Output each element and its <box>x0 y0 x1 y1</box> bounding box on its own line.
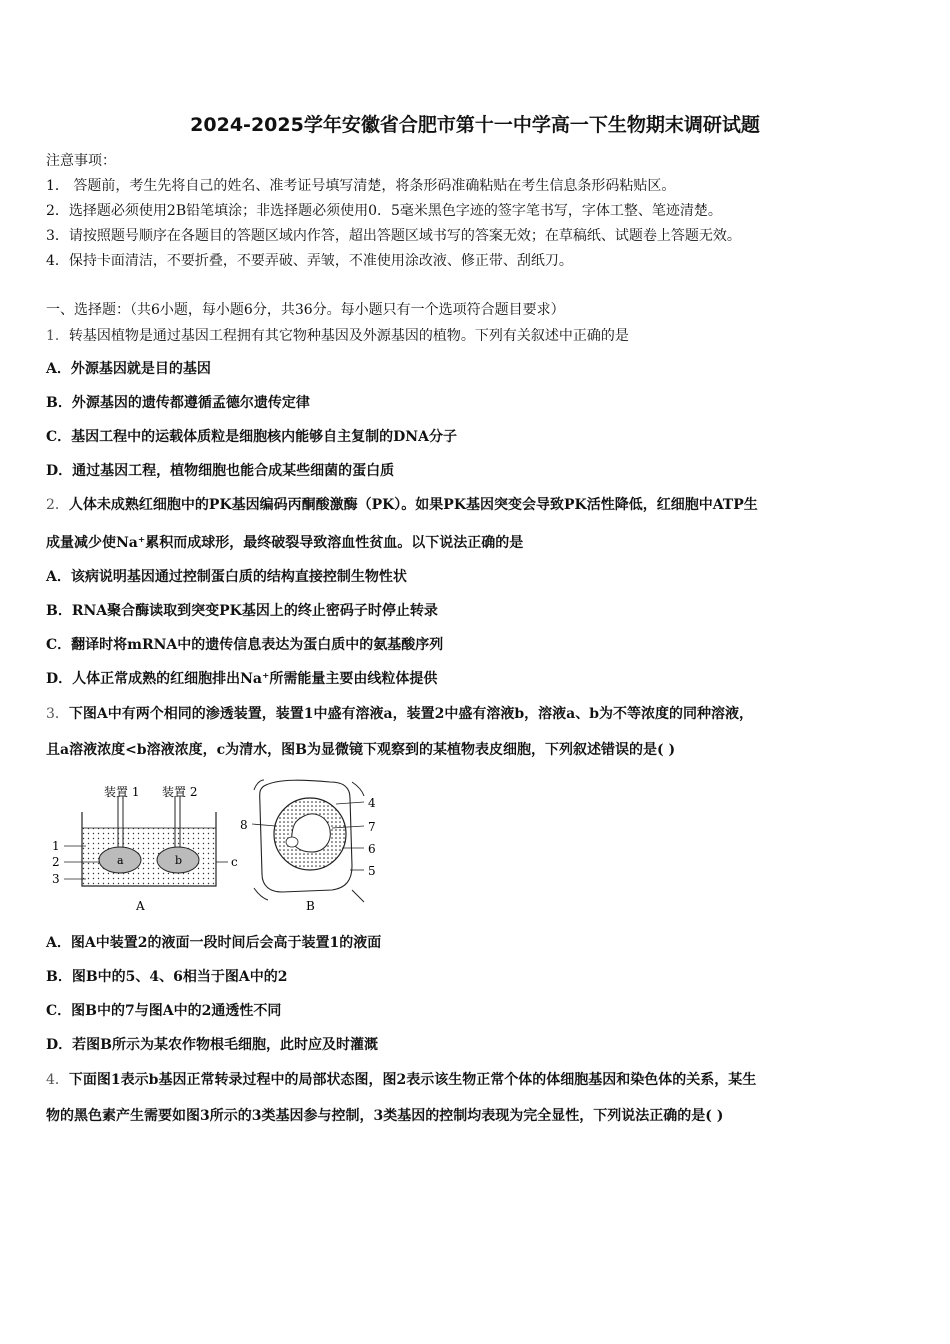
notice-item: 1． 答题前，考生先将自己的姓名、准考证号填写清楚，将条形码准确粘贴在考生信息条形码粘贴区。 <box>46 178 676 194</box>
question-3 <box>46 704 753 724</box>
question-number: 3． <box>46 706 69 722</box>
option-b: B．图B中的5、4、6相当于图A中的2 <box>46 969 288 985</box>
osmosis-figure <box>46 776 386 916</box>
label-5: 5 <box>368 864 376 878</box>
question-text: 转基因植物是通过基因工程拥有其它物种基因及外源基因的植物。下列有关叙述中正确的是 <box>68 328 629 344</box>
caption-b: B <box>306 899 315 913</box>
label-1: 1 <box>52 839 60 853</box>
question-2 <box>46 495 758 515</box>
label-device-1: 装置 1 <box>104 785 140 799</box>
label-solution-a: a <box>117 854 124 867</box>
question-text: 下图A中有两个相同的渗透装置，装置1中盛有溶液a，装置2中盛有溶液b，溶液a、b为不等浓度的同种溶液， <box>68 706 753 722</box>
question-text-cont: 且a溶液浓度<b溶液浓度，c为清水，图B为显微镜下观察到的某植物表皮细胞，下列叙述错误的是( ) <box>46 742 676 758</box>
question-text: 下面图1表示b基因正常转录过程中的局部状态图，图2表示该生物正常个体的体细胞基因和染色体的关系，某生 <box>68 1072 757 1088</box>
question-text-cont: 成量减少使Na⁺累积而成球形，最终破裂导致溶血性贫血。以下说法正确的是 <box>46 535 524 551</box>
option-b: B．RNA聚合酶读取到突变PK基因上的终止密码子时停止转录 <box>46 603 438 619</box>
question-4 <box>46 1070 756 1090</box>
option-c: C．翻译时将mRNA中的遗传信息表达为蛋白质中的氨基酸序列 <box>46 637 444 653</box>
option-d: D．若图B所示为某农作物根毛细胞，此时应及时灌溉 <box>46 1037 378 1053</box>
notice-item: 2．选择题必须使用2B铅笔填涂；非选择题必须使用0．5毫米黑色字迹的签字笔书写，字体工整、笔迹清楚。 <box>46 203 722 219</box>
option-b: B．外源基因的遗传都遵循孟德尔遗传定律 <box>46 395 310 411</box>
option-a: A．图A中装置2的液面一段时间后会高于装置1的液面 <box>46 935 382 951</box>
label-7: 7 <box>368 820 376 834</box>
option-d: D．通过基因工程，植物细胞也能合成某些细菌的蛋白质 <box>46 463 395 479</box>
question-text-cont: 物的黑色素产生需要如图3所示的3类基因参与控制，3类基因的控制均表现为完全显性，下列说法正确的是( ) <box>46 1108 724 1124</box>
label-6: 6 <box>368 842 376 856</box>
question-text: 人体未成熟红细胞中的PK基因编码丙酮酸激酶（PK）。如果PK基因突变会导致PK活性降低，红细胞中ATP生 <box>68 497 758 513</box>
page-title: 2024-2025学年安徽省合肥市第十一中学高一下生物期末调研试题 <box>190 114 760 136</box>
figure-a <box>64 796 228 886</box>
question-number: 4． <box>46 1072 69 1088</box>
question-1 <box>46 326 629 346</box>
label-solution-b: b <box>175 854 183 867</box>
option-a: A．该病说明基因通过控制蛋白质的结构直接控制生物性状 <box>46 569 407 585</box>
label-8: 8 <box>240 818 248 832</box>
label-3: 3 <box>52 872 60 886</box>
option-a: A．外源基因就是目的基因 <box>46 361 211 377</box>
question-number: 1． <box>46 328 69 344</box>
label-2: 2 <box>52 855 60 869</box>
label-device-2: 装置 2 <box>162 785 198 799</box>
question-number: 2． <box>46 497 69 513</box>
figure-b <box>252 780 364 902</box>
label-water-c: c <box>231 855 238 869</box>
notice-item: 4．保持卡面清洁，不要折叠，不要弄破、弄皱，不准使用涂改液、修正带、刮纸刀。 <box>46 253 573 269</box>
notice-heading: 注意事项： <box>46 153 116 169</box>
caption-a: A <box>136 899 145 913</box>
option-c: C．图B中的7与图A中的2通透性不同 <box>46 1003 282 1019</box>
section-heading: 一、选择题：（共6小题，每小题6分，共36分。每小题只有一个选项符合题目要求） <box>46 302 565 318</box>
notice-item: 3．请按照题号顺序在各题目的答题区域内作答，超出答题区域书写的答案无效；在草稿纸、试题卷上答题无效。 <box>46 228 741 244</box>
label-4: 4 <box>368 796 376 810</box>
option-c: C．基因工程中的运载体质粒是细胞核内能够自主复制的DNA分子 <box>46 429 457 445</box>
option-d: D．人体正常成熟的红细胞排出Na⁺所需能量主要由线粒体提供 <box>46 671 438 687</box>
